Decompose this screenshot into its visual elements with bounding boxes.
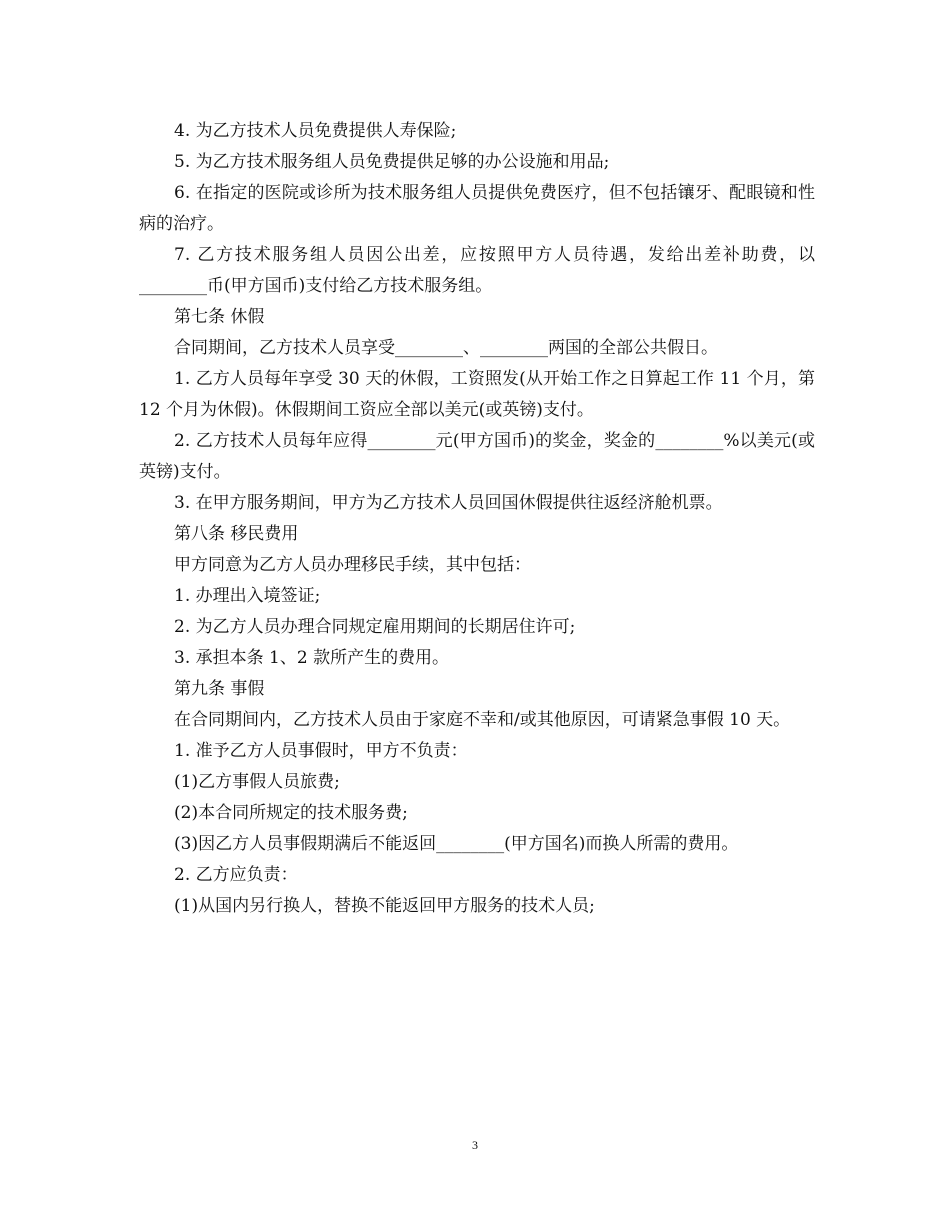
paragraph: (3)因乙方人员事假期满后不能返回________(甲方国名)而换人所需的费用。 [174,834,739,854]
paragraph: 在合同期间内，乙方技术人员由于家庭不幸和/或其他原因，可请紧急事假 10 天。 [174,710,791,730]
section-heading: 第七条 休假 [174,307,265,327]
document-body [139,116,815,922]
paragraph: 2. 乙方应负责： [174,865,298,885]
paragraph: 3. 承担本条 1、2 款所产生的费用。 [174,648,450,668]
paragraph: 1. 办理出入境签证; [174,586,321,606]
section-heading: 第八条 移民费用 [174,524,299,544]
paragraph: 甲方同意为乙方人员办理移民手续，其中包括： [174,555,531,575]
paragraph: (2)本合同所规定的技术服务费; [174,803,408,823]
paragraph: 6. 在指定的医院或诊所为技术服务组人员提供免费医疗，但不包括镶牙、配眼镜和性病的治疗。 [139,183,815,234]
paragraph: 1. 乙方人员每年享受 30 天的休假，工资照发(从开始工作之日算起工作 11 个月，第 12 个月为休假)。休假期间工资应全部以美元(或英镑)支付。 [139,369,815,420]
paragraph: 1. 准予乙方人员事假时，甲方不负责： [174,741,468,761]
paragraph: 2. 为乙方人员办理合同规定雇用期间的长期居住许可; [174,617,576,637]
paragraph: (1)乙方事假人员旅费; [174,772,340,792]
page-number: 3 [472,1138,478,1152]
paragraph: 2. 乙方技术人员每年应得________元(甲方国币)的奖金，奖金的________%以美元(或英镑)支付。 [139,431,815,482]
paragraph: 合同期间，乙方技术人员享受________、________两国的全部公共假日。 [174,338,718,358]
paragraph: 7. 乙方技术服务组人员因公出差，应按照甲方人员待遇，发给出差补助费，以________币(甲方国币)支付给乙方技术服务组。 [139,245,815,296]
section-heading: 第九条 事假 [174,679,265,699]
paragraph: (1)从国内另行换人，替换不能返回甲方服务的技术人员; [174,896,595,916]
paragraph: 5. 为乙方技术服务组人员免费提供足够的办公设施和用品; [174,152,610,172]
paragraph: 4. 为乙方技术人员免费提供人寿保险; [174,121,457,141]
paragraph: 3. 在甲方服务期间，甲方为乙方技术人员回国休假提供往返经济舱机票。 [174,493,723,513]
